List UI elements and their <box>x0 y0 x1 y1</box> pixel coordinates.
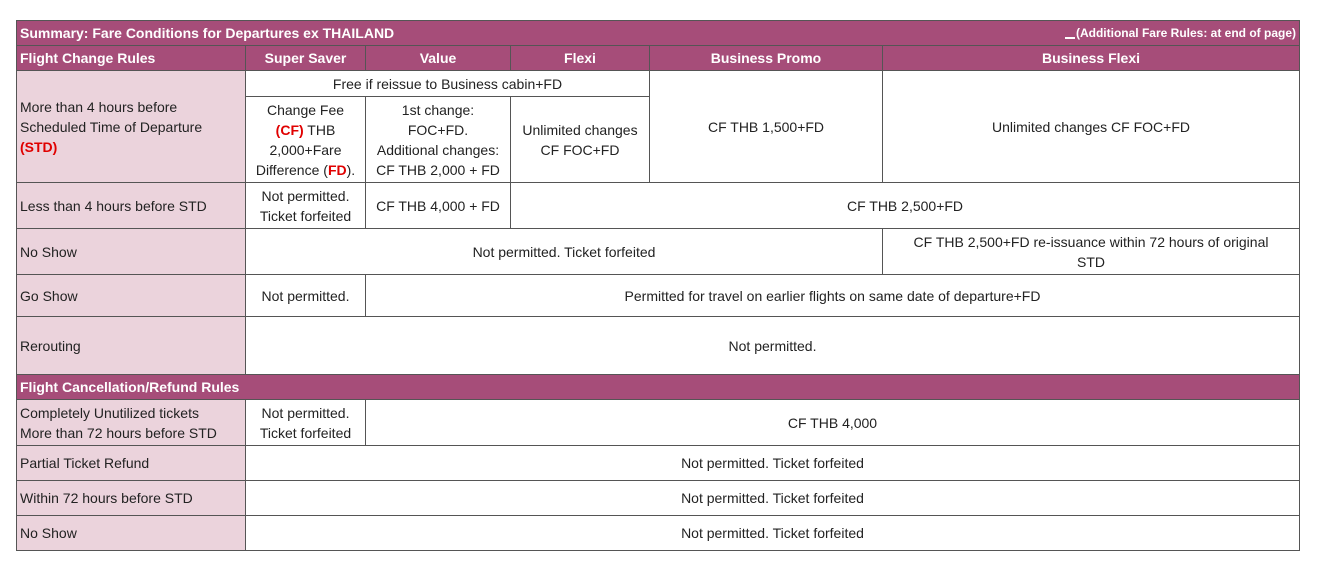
economy-no-show-cell: Not permitted. Ticket forfeited <box>246 229 883 275</box>
super-saver-less-4h-cell <box>246 183 366 229</box>
row-label-within-72h: Within 72 hours before STD <box>17 481 246 516</box>
fd-abbrev: FD <box>327 161 347 178</box>
value-less-4h-cell: CF THB 4,000 + FD <box>366 183 511 229</box>
cancel-rules-heading: Flight Cancellation/Refund Rules <box>17 375 1300 400</box>
fare-conditions-table <box>16 20 1300 551</box>
cell-line: CF THB 2,500+FD re-issuance within 72 hours of original <box>913 233 1269 250</box>
super-saver-change-cell <box>246 97 366 183</box>
cell-line: CF FOC+FD <box>540 141 620 158</box>
refund-no-show-cell: Not permitted. Ticket forfeited <box>246 516 1300 551</box>
business-flexi-no-show-cell <box>883 229 1300 275</box>
table-row <box>17 400 1300 446</box>
business-cabin-cell: Free if reissue to Business cabin+FD <box>246 71 650 97</box>
cf-abbrev: (CF) <box>275 121 304 138</box>
cell-line: CF THB 2,000 + FD <box>376 161 500 178</box>
cancel-header-row <box>17 375 1300 400</box>
cell-line: 2,000+Fare <box>269 141 342 158</box>
table-title: Summary: Fare Conditions for Departures ex THAILAND <box>20 25 395 41</box>
super-saver-unutilized-cell <box>246 400 366 446</box>
row-label-no-show: No Show <box>17 229 246 275</box>
partial-refund-cell: Not permitted. Ticket forfeited <box>246 446 1300 481</box>
cell-line: ). <box>346 161 356 178</box>
label-line: More than 4 hours before <box>20 98 178 115</box>
within-72h-cell: Not permitted. Ticket forfeited <box>246 481 1300 516</box>
cell-line: Ticket forfeited <box>259 424 352 441</box>
col-value: Value <box>366 46 511 71</box>
row-label-more-than-4h <box>17 71 246 183</box>
flexi-change-cell <box>511 97 650 183</box>
cell-line: Additional changes: <box>376 141 500 158</box>
business-flexi-change-cell: Unlimited changes CF FOC+FD <box>883 71 1300 183</box>
col-flexi: Flexi <box>511 46 650 71</box>
row-label-refund-no-show: No Show <box>17 516 246 551</box>
col-super-saver: Super Saver <box>246 46 366 71</box>
table-row <box>17 516 1300 551</box>
row-label-go-show: Go Show <box>17 275 246 317</box>
label-line: Scheduled Time of Departure <box>20 118 203 135</box>
rest-unutilized-cell: CF THB 4,000 <box>366 400 1300 446</box>
label-line: Completely Unutilized tickets <box>20 404 199 421</box>
underline-icon <box>1065 29 1075 39</box>
cell-line: 1st change: <box>401 101 475 118</box>
row-label-rerouting: Rerouting <box>17 317 246 375</box>
change-rules-heading: Flight Change Rules <box>17 46 246 71</box>
table-row <box>17 446 1300 481</box>
table-row <box>17 317 1300 375</box>
table-row <box>17 275 1300 317</box>
row-label-partial-refund: Partial Ticket Refund <box>17 446 246 481</box>
table-row <box>17 183 1300 229</box>
title-cell <box>17 21 1300 46</box>
label-line: (STD) <box>20 138 58 155</box>
super-saver-go-show-cell: Not permitted. <box>246 275 366 317</box>
additional-rules-text: (Additional Fare Rules: at end of page) <box>1075 26 1296 40</box>
cell-line: Unlimited changes <box>522 121 638 138</box>
col-business-flexi: Business Flexi <box>883 46 1300 71</box>
cell-line: Ticket forfeited <box>259 207 352 224</box>
label-line: More than 72 hours before STD <box>20 424 217 441</box>
cell-line: Not permitted. <box>261 187 350 204</box>
row-label-less-than-4h: Less than 4 hours before STD <box>17 183 246 229</box>
cell-line: Difference ( <box>255 161 328 178</box>
cell-line: Not permitted. <box>261 404 350 421</box>
cell-line: FOC+FD. <box>407 121 469 138</box>
additional-rules-link[interactable] <box>1065 23 1296 43</box>
table-row <box>17 481 1300 516</box>
value-change-cell <box>366 97 511 183</box>
title-row <box>17 21 1300 46</box>
rest-less-4h-cell: CF THB 2,500+FD <box>511 183 1300 229</box>
row-label-unutilized <box>17 400 246 446</box>
table-row <box>17 229 1300 275</box>
rest-go-show-cell: Permitted for travel on earlier flights on same date of departure+FD <box>366 275 1300 317</box>
cell-line: STD <box>1077 253 1105 270</box>
business-promo-change-cell: CF THB 1,500+FD <box>650 71 883 183</box>
table-row <box>17 71 1300 97</box>
cell-line: THB <box>303 121 336 138</box>
col-business-promo: Business Promo <box>650 46 883 71</box>
rerouting-cell: Not permitted. <box>246 317 1300 375</box>
cell-line: Change Fee <box>266 101 345 118</box>
change-header-row <box>17 46 1300 71</box>
